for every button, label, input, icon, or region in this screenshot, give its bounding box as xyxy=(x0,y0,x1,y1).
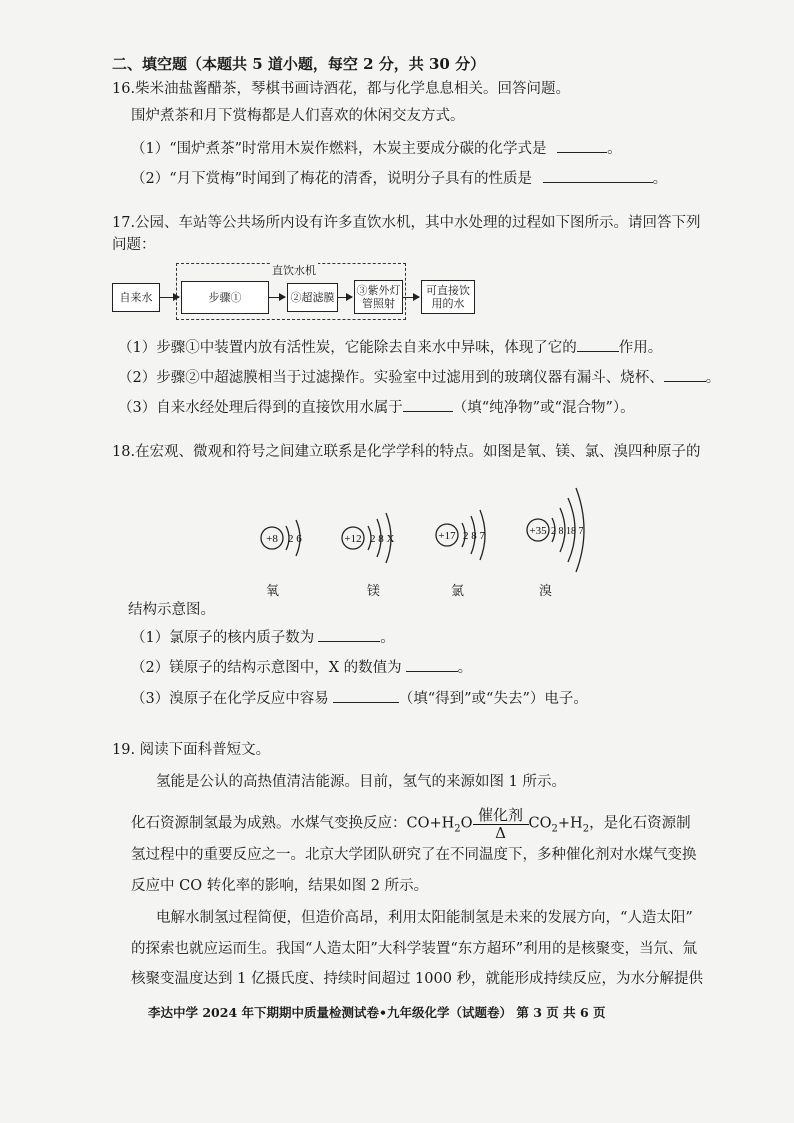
atom-nucleus-label: +8 xyxy=(266,533,278,545)
answer-blank[interactable] xyxy=(557,138,607,153)
answer-blank[interactable] xyxy=(333,688,399,703)
box-uv-lamp-line2: 管照射 xyxy=(362,297,395,310)
q19-para3-line1: 电解水制氢过程简便，但造价高昂，利用太阳能制氢是未来的发展方向，“人造太阳” xyxy=(156,910,693,926)
atom-nucleus-label: +35 xyxy=(529,525,547,537)
q18-part3 xyxy=(131,688,588,709)
atom-name-chlorine: 氯 xyxy=(451,584,465,599)
q19-para2-e: ，是化石资源制 xyxy=(589,815,691,832)
q18-part1-text: （1）氯原子的核内质子数为 xyxy=(131,630,315,646)
q16-part1-text: （1）“围炉煮茶”时常用木炭作燃料，木炭主要成分碳的化学式是 xyxy=(131,141,547,157)
answer-blank[interactable] xyxy=(403,397,453,412)
q16-intro: 围炉煮茶和月下赏梅都是人们喜欢的休闲交友方式。 xyxy=(131,108,465,124)
box-uv-lamp xyxy=(354,280,403,314)
flow-arrow xyxy=(402,297,419,298)
q17-part1 xyxy=(118,337,662,358)
q18-part3-end: （填“得到”或“失去”）电子。 xyxy=(398,691,588,707)
q17-part3 xyxy=(118,397,635,418)
atom-shell-numbers: 2 6 xyxy=(288,533,302,545)
q18-part2-text: （2）镁原子的结构示意图中，X 的数值为 xyxy=(131,660,402,676)
q17-part3-end: （填“纯净物”或“混合物”）。 xyxy=(452,400,635,416)
q19-para2-line2: 氢过程中的重要反应之一。北京大学团队研究了在不同温度下，多种催化剂对水煤气变换 xyxy=(131,847,697,863)
q19-para2-line1: 化石资源制氢最为成熟。水煤气变换反应：$CO+H_2O$ 催化剂 Δ $CO_2+H_2$，是化石资源制 xyxy=(131,806,691,842)
q16-part1-end: 。 xyxy=(607,141,622,157)
dispenser-frame-label: 直饮水机 xyxy=(272,264,316,277)
atom-shell-numbers: 2 8 X xyxy=(370,533,395,545)
answer-blank[interactable] xyxy=(543,168,653,183)
heat-symbol: Δ xyxy=(495,824,506,842)
q19-para2-c: CO xyxy=(528,815,552,832)
box-step1: 步骤① xyxy=(181,281,269,314)
q17-stem-line1: 17.公园、车站等公共场所内设有许多直饮水机，其中水处理的过程如下图所示。请回答下列 xyxy=(112,215,701,231)
atom-nucleus-label: +12 xyxy=(344,533,362,545)
q17-part2-end: 。 xyxy=(705,370,721,386)
flow-arrow xyxy=(159,297,179,298)
q19-para3-line2: 的探索也就应运而生。我国“人造太阳”大科学装置“东方超环”利用的是核聚变，当氘、氚 xyxy=(131,941,698,957)
catalyst-label: 催化剂 xyxy=(473,806,529,825)
atom-name-oxygen: 氧 xyxy=(266,584,280,599)
atom-nucleus-label: +17 xyxy=(438,530,456,542)
box-uv-lamp-line1: ③紫外灯 xyxy=(356,284,401,297)
q18-part3-text: （3）溴原子在化学反应中容易 xyxy=(131,691,329,707)
q16-part2-text: （2）“月下赏梅”时闻到了梅花的清香，说明分子具有的性质是 xyxy=(131,171,533,187)
q18-stem-end: 结构示意图。 xyxy=(128,602,215,618)
atom-name-magnesium: 镁 xyxy=(367,584,381,599)
q19-para2-d: +H xyxy=(557,815,583,832)
q16-part2-end: 。 xyxy=(652,171,668,187)
q17-part1-text: （1）步骤①中装置内放有活性炭，它能除去自来水中异味，体现了它的 xyxy=(118,340,577,356)
q18-stem: 18.在宏观、微观和符号之间建立联系是化学学科的特点。如图是氧、镁、氯、溴四种原子的 xyxy=(112,444,701,460)
answer-blank[interactable] xyxy=(577,337,619,352)
q17-stem-line2: 问题： xyxy=(112,237,156,253)
q19-stem: 19. 阅读下面科普短文。 xyxy=(112,742,271,758)
box-drinkable-line2: 用的水 xyxy=(431,297,465,310)
atom-shell-numbers: 2 8 18 7 xyxy=(551,526,584,537)
atom-structure-diagrams xyxy=(240,470,584,610)
q17-part1-end: 作用。 xyxy=(618,340,663,356)
answer-blank[interactable] xyxy=(318,627,380,642)
answer-blank[interactable] xyxy=(406,657,458,672)
catalyst-condition xyxy=(473,806,529,841)
box-drinkable-water xyxy=(421,280,475,314)
section-title: 二、填空题（本题共 5 道小题，每空 2 分，共 30 分） xyxy=(112,55,486,73)
page-footer: 李达中学 2024 年下期期中质量检测试卷•九年级化学（试题卷） 第 3 页 共 6 页 xyxy=(148,1005,606,1020)
q18-part1-end: 。 xyxy=(380,630,395,646)
q16-stem: 16.柴米油盐酱醋茶，琴棋书画诗酒花，都与化学息息相关。回答问题。 xyxy=(112,81,571,97)
q19-para2-b: O xyxy=(460,815,473,832)
q18-part2 xyxy=(131,657,472,678)
q16-part2 xyxy=(131,168,667,189)
q18-part2-end: 。 xyxy=(457,660,473,676)
flow-arrow xyxy=(268,297,285,298)
atom-shell-numbers: 2 8 7 xyxy=(463,530,485,542)
q19-para2-line3: 反应中 CO 转化率的影响，结果如图 2 所示。 xyxy=(131,878,429,894)
q19-para2-a: 化石资源制氢最为成熟。水煤气变换反应：CO+H xyxy=(131,815,455,832)
answer-blank[interactable] xyxy=(664,367,706,382)
q19-para3-line3: 核聚变温度达到 1 亿摄氏度、持续时间超过 1000 秒，就能形成持续反应，为水分解提供 xyxy=(131,971,704,987)
flow-arrow xyxy=(337,297,352,298)
q17-part3-text: （3）自来水经处理后得到的直接饮用水属于 xyxy=(118,400,403,416)
box-drinkable-line1: 可直接饮 xyxy=(426,284,470,297)
box-ultrafiltration: ②超滤膜 xyxy=(287,283,338,312)
q17-part2 xyxy=(118,367,720,388)
q18-part1 xyxy=(131,627,395,648)
q17-part2-text: （2）步骤②中超滤膜相当于过滤操作。实验室中过滤用到的玻璃仪器有漏斗、烧杯、 xyxy=(118,370,664,386)
atom-name-bromine: 溴 xyxy=(539,584,553,599)
q16-part1 xyxy=(131,138,622,159)
q19-para1: 氢能是公认的高热值清洁能源。目前，氢气的来源如图 1 所示。 xyxy=(156,774,566,790)
box-tap-water: 自来水 xyxy=(112,283,160,312)
